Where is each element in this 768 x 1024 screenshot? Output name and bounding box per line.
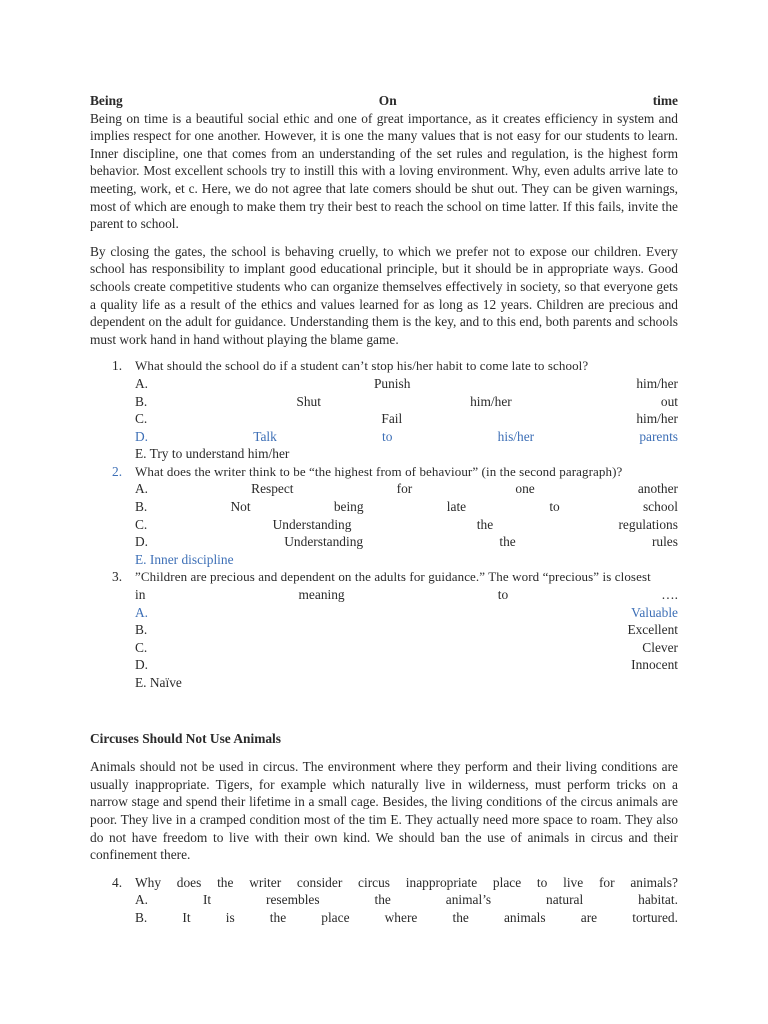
option-c: C. Fail him/her <box>135 411 678 427</box>
paragraph-2: By closing the gates, the school is behaving cruelly, to which we prefer not to expose our children. Every school has responsibility to implant good educational principle, but it should be in appropriate ways. Good schools create competitive students who can organize themselves effectively in society, so that everyone gets a quality life as a result of the ethics and values learned for as long as 12 years. Children are precious and dependent on the adult for guidance. Understanding them is the key, and to this end, both parents and schools must work hand in hand without playing the blame game. <box>90 243 678 347</box>
option-b: B. Not being late to school <box>135 499 678 515</box>
question-text: What should the school do if a student can’t stop his/her habit to come late to school? <box>135 358 589 374</box>
option-e: E. Try to understand him/her <box>135 446 290 462</box>
question-2 <box>90 463 678 569</box>
option-d-answer: D. Talk to his/her parents <box>135 428 678 444</box>
question-number: 3. <box>112 569 123 585</box>
question-text-line-2: in meaning to …. <box>135 587 678 603</box>
document-content <box>90 92 678 927</box>
option-e: E. Naïve <box>135 675 182 690</box>
question-number: 4. <box>112 874 123 890</box>
question-text: What does the writer think to be “the highest from of behaviour” (in the second paragraph)? <box>135 463 623 479</box>
paragraph-3: Animals should not be used in circus. The environment where they perform and their living conditions are usually inappropriate. Tigers, for example which naturally live in wilderness, must perform tricks on a narrow stage and spend their lifetime in a small cage. Besides, the living conditions of the circus animals are poor. They live in a cramped condition most of the tim E. They actually need more space to roam. They also do not have freedom to live with their own kind. We should ban the use of animals in circus and their confinement there. <box>90 759 678 863</box>
option-a-answer: A. Valuable <box>135 604 678 620</box>
option-e-answer: E. Inner discipline <box>135 551 234 567</box>
question-list-1 <box>90 357 678 691</box>
question-3 <box>90 568 678 691</box>
option-a: A. Punish him/her <box>135 375 678 391</box>
option-d: D. Understanding the rules <box>135 534 678 550</box>
question-text-line-1: ”Children are precious and dependent on the adults for guidance.” The word “precious” is closest <box>135 569 651 585</box>
option-c: C. Clever <box>135 639 678 655</box>
title-word: time <box>652 93 678 108</box>
option-d: D. Innocent <box>135 657 678 673</box>
option-b: B. Excellent <box>135 622 678 638</box>
question-text: Why does the writer consider circus inappropriate place to live for animals? <box>135 874 678 890</box>
question-number: 1. <box>112 358 123 374</box>
title-circuses: Circuses Should Not Use Animals <box>90 730 281 746</box>
title-word: On <box>378 93 397 108</box>
question-4 <box>90 874 678 927</box>
option-b: B. It is the place where the animals are tortured. <box>135 909 678 925</box>
option-a: A. It resembles the animal’s natural habitat. <box>135 892 678 908</box>
title-being-on-time <box>90 92 678 110</box>
option-c: C. Understanding the regulations <box>135 516 678 532</box>
title-word: Being <box>90 93 123 108</box>
option-a: A. Respect for one another <box>135 481 678 497</box>
paragraph-1: Being on time is a beautiful social ethic and one of great importance, as it creates efficiency in system and implies respect for one another. However, it is one the many values that is not easy for our students to learn. Inner discipline, one that comes from an understanding of the set rules and regulation, is the highest form behavior. Most excellent schools try to instill this with a loving environment. Why, even adults arrive late to meeting, work, et c. Here, we do not agree that late comers should be shut out. They can be given warnings, most of which are enough to make them try their best to reach the school on time latter. If this fails, invite the parent to school. <box>90 110 678 232</box>
option-b: B. Shut him/her out <box>135 393 678 409</box>
question-1 <box>90 357 678 463</box>
question-number: 2. <box>112 463 123 479</box>
